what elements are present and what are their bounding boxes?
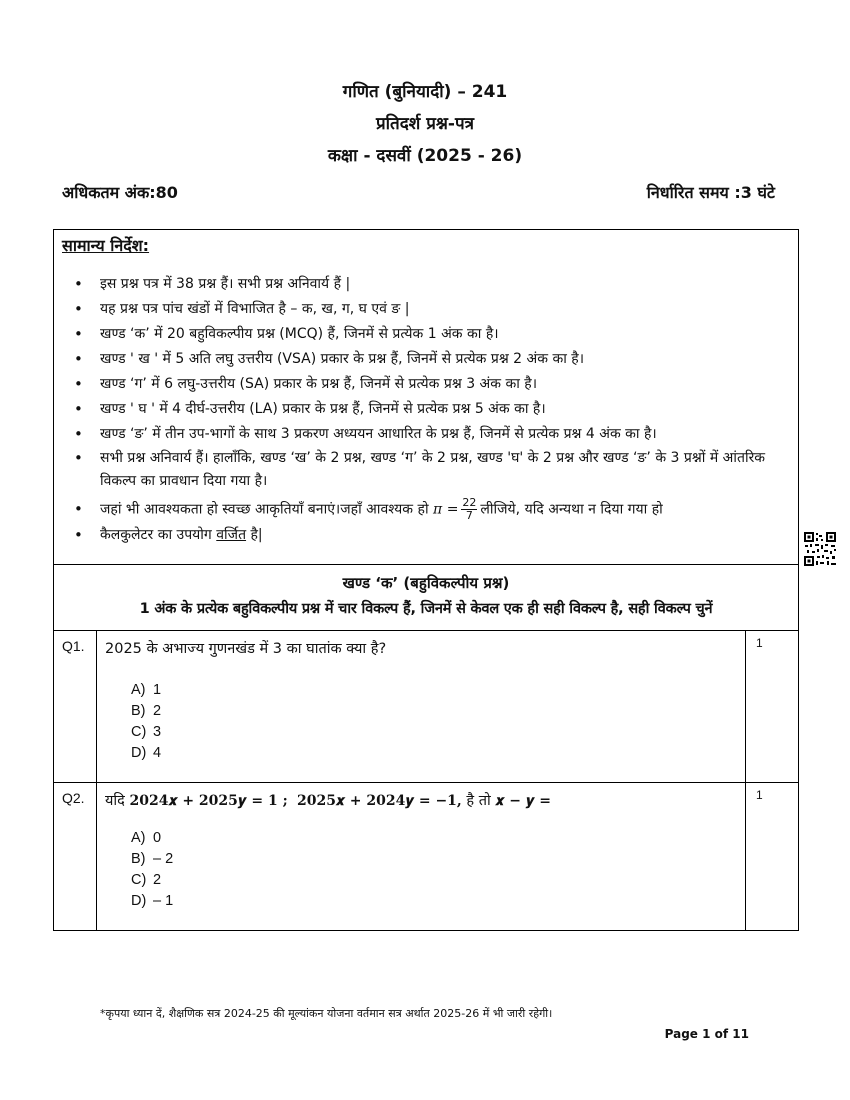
option-b: B) 2 bbox=[131, 703, 162, 719]
paper-title: गणित (बुनियादी) – 241 bbox=[342, 82, 508, 102]
option-a: A) 0 bbox=[131, 830, 162, 846]
page-number: Page 1 of 11 bbox=[664, 1027, 749, 1041]
pi-equals: = bbox=[446, 501, 459, 518]
instruction-item: • खण्ड ' घ ' में 4 दीर्घ-उत्तरीय (LA) प्रकार के प्रश्न हैं, जिनमें से प्रत्येक प्रश्न 5 अंक का है। bbox=[54, 397, 798, 422]
section-a-title: खण्ड ‘क’ (बहुविकल्पीय प्रश्न) bbox=[342, 574, 510, 592]
pi-text-before: जहां भी आवश्यकता हो स्वच्छ आकृतियाँ बनाएं।जहाँ आवश्यक हो bbox=[100, 501, 429, 518]
option-d: D) – 1 bbox=[131, 893, 174, 909]
calc-text-after: है| bbox=[250, 526, 263, 543]
pi-fraction bbox=[461, 497, 477, 522]
instruction-item: • खण्ड ' ख ' में 5 अति लघु उत्तरीय (VSA) प्रकार के प्रश्न हैं, जिनमें से प्रत्येक प्रश्न 2 अंक का है। bbox=[54, 347, 798, 372]
question-prefix: यदि bbox=[105, 793, 125, 809]
footer-note: *कृपया ध्यान दें, शैक्षणिक सत्र 2024-25 की मूल्यांकन योजना वर्तमान सत्र अर्थात 2025-26 में भी जारी रहेगी। bbox=[100, 1007, 553, 1020]
instruction-item: • इस प्रश्न पत्र में 38 प्रश्न हैं। सभी प्रश्न अनिवार्य हैं | bbox=[54, 272, 798, 297]
question-marks: 1 bbox=[756, 636, 763, 650]
general-instructions-box bbox=[53, 229, 799, 565]
time-allowed: निर्धारित समय :3 घंटे bbox=[646, 183, 775, 202]
instruction-item-calculator bbox=[54, 523, 798, 548]
instruction-item: • खण्ड ‘क’ में 20 बहुविकल्पीय प्रश्न (MCQ) हैं, जिनमें से प्रत्येक 1 अंक का है। bbox=[54, 322, 798, 347]
question-text: 2025 के अभाज्य गुणनखंड में 3 का घातांक क्या है? bbox=[105, 641, 387, 657]
pi-denominator: 7 bbox=[465, 509, 473, 522]
instruction-item: • यह प्रश्न पत्र पांच खंडों में विभाजित है – क, ख, ग, घ एवं ङ | bbox=[54, 297, 798, 322]
paper-header bbox=[0, 76, 850, 172]
question-row-q1 bbox=[53, 631, 799, 783]
option-a: A) 1 bbox=[131, 682, 162, 698]
equation-2: 2025𝒙 + 2024𝒚 = −1, bbox=[296, 793, 462, 809]
options-list bbox=[131, 828, 745, 912]
equation-1: 2024𝒙 + 2025𝒚 = 1 ; bbox=[129, 793, 288, 809]
instructions-list bbox=[54, 272, 798, 548]
max-marks: अधिकतम अंक:80 bbox=[62, 183, 178, 202]
pi-symbol: π bbox=[433, 501, 443, 518]
options-list bbox=[131, 680, 745, 764]
instructions-title: सामान्य निर्देश: bbox=[62, 236, 150, 255]
question-text bbox=[105, 790, 745, 810]
pi-text-after: लीजिये, यदि अन्यथा न दिया गया हो bbox=[480, 501, 663, 518]
question-body bbox=[97, 783, 746, 930]
question-body bbox=[97, 631, 746, 782]
section-a-header bbox=[53, 565, 799, 631]
section-a-instruction: 1 अंक के प्रत्येक बहुविकल्पीय प्रश्न में चार विकल्प हैं, जिनमें से केवल एक ही सही विकल्प है, सही विकल्प चुनें bbox=[139, 601, 713, 617]
option-c: C) 3 bbox=[131, 724, 162, 740]
instruction-item: • खण्ड ‘ङ’ में तीन उप-भागों के साथ 3 प्रकरण अध्ययन आधारित के प्रश्न हैं, जिनमें से प्रत्येक प्रश्न 4 अंक का है। bbox=[54, 422, 798, 447]
paper-class: कक्षा - दसवीं (2025 - 26) bbox=[327, 146, 523, 166]
question-number: Q1. bbox=[54, 631, 97, 782]
question-mid: है तो bbox=[466, 793, 491, 809]
instruction-item-pi bbox=[54, 497, 798, 523]
option-c: C) 2 bbox=[131, 872, 162, 888]
question-number: Q2. bbox=[54, 783, 97, 930]
paper-subtitle: प्रतिदर्श प्रश्न-पत्र bbox=[375, 114, 475, 134]
option-d: D) 4 bbox=[131, 745, 162, 761]
question-marks: 1 bbox=[756, 788, 763, 802]
calc-prohibited: वर्जित bbox=[216, 526, 247, 543]
question-row-q2 bbox=[53, 783, 799, 931]
qr-code-icon bbox=[803, 531, 837, 567]
instruction-item: • खण्ड ‘ग’ में 6 लघु-उत्तरीय (SA) प्रकार के प्रश्न हैं, जिनमें से प्रत्येक प्रश्न 3 अंक का है। bbox=[54, 372, 798, 397]
pi-numerator: 22 bbox=[462, 496, 477, 509]
equation-3: 𝒙 − 𝒚 = bbox=[495, 793, 552, 809]
calc-text-before: कैलकुलेटर का उपयोग bbox=[100, 526, 212, 543]
instruction-item: • सभी प्रश्न अनिवार्य हैं। हालाँकि, खण्ड ‘ख’ के 2 प्रश्न, खण्ड ‘ग’ के 2 प्रश्न, खण्ड 'घ' के 2 प्रश्न और खण्ड ‘ङ’ के 3 प्रश्नों में आंतरिक विकल्प का प्रावधान दिया गया है। bbox=[54, 447, 798, 493]
option-b: B) – 2 bbox=[131, 851, 174, 867]
